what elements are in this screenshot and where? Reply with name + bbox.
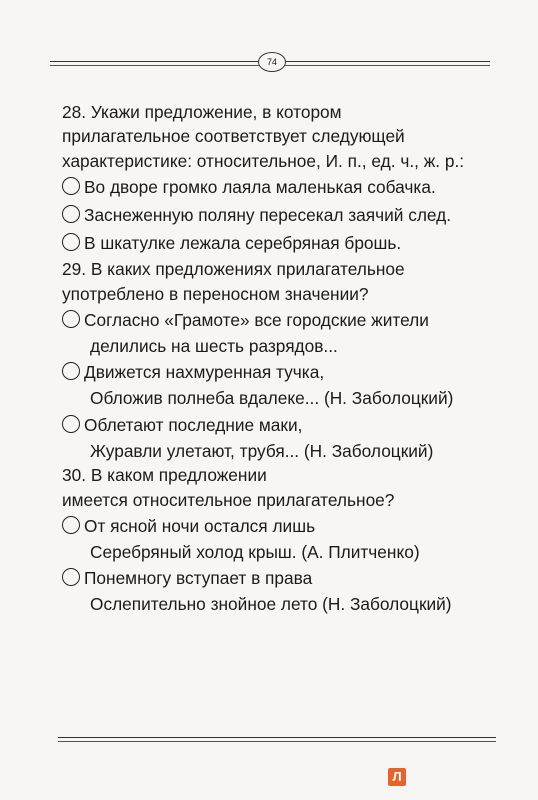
answer-option-text: Журавли улетают, трубя... (Н. Заболоцкий) xyxy=(90,440,434,461)
answer-option-text: Обложив полнеба вдалеке... (Н. Заболоцкий) xyxy=(90,388,454,409)
answer-option-text: Во дворе громко лаяла маленькая собачка. xyxy=(84,177,436,198)
question-text: 28. Укажи предложение, в котором xyxy=(62,102,342,122)
question-text: прилагательное соответствует следующей xyxy=(62,126,405,147)
publisher-logo: Л xyxy=(388,768,406,786)
answer-option[interactable] xyxy=(62,229,502,257)
answer-option-text: Понемногу вступает в права xyxy=(84,568,313,589)
answer-radio-circle[interactable] xyxy=(62,568,80,586)
answer-radio-circle[interactable] xyxy=(62,177,80,195)
page-number: 74 xyxy=(258,52,286,72)
question-block xyxy=(62,100,502,257)
question-text: характеристике: относительное, И. п., ед. ч., ж. р.: xyxy=(62,150,465,171)
footer-rule-line xyxy=(58,737,496,738)
answer-radio-circle[interactable] xyxy=(62,516,80,534)
answer-option-text: Заснеженную поляну пересекал заячий след. xyxy=(84,205,452,226)
question-text: имеется относительное прилагательное? xyxy=(62,489,395,510)
answer-option-text: Движется нахмуренная тучка, xyxy=(84,362,325,383)
question-block xyxy=(62,257,502,463)
answer-option-text: Согласно «Грамоте» все городские жители xyxy=(84,309,429,330)
answer-option-text: Облетают последние маки, xyxy=(84,414,303,435)
footer-rule-line xyxy=(58,741,496,742)
answer-option-text: В шкатулке лежала серебряная брошь. xyxy=(84,233,402,254)
answer-option[interactable] xyxy=(62,173,502,201)
answer-radio-circle[interactable] xyxy=(62,415,80,433)
answer-option-text: Серебряный холод крыш. (А. Плитченко) xyxy=(90,541,420,562)
question-text: употреблено в переносном значении? xyxy=(62,283,369,304)
question-text: 29. В каких предложениях прилагательное xyxy=(62,259,405,280)
answer-option-text: Ослепительно знойное лето (Н. Заболоцкий) xyxy=(90,594,452,615)
answer-option-text: От ясной ночи остался лишь xyxy=(84,515,316,536)
footer-rule xyxy=(58,735,496,745)
question-text: 30. В каком предложении xyxy=(62,465,267,486)
answer-radio-circle[interactable] xyxy=(62,310,80,328)
answer-radio-circle[interactable] xyxy=(62,233,80,251)
answer-option[interactable] xyxy=(62,306,502,358)
question-block xyxy=(62,463,502,617)
answer-option[interactable] xyxy=(62,201,502,229)
answer-option[interactable] xyxy=(62,358,502,410)
answer-option[interactable] xyxy=(62,411,502,463)
answer-radio-circle[interactable] xyxy=(62,205,80,223)
questions xyxy=(62,100,502,617)
answer-radio-circle[interactable] xyxy=(62,362,80,380)
answer-option[interactable] xyxy=(62,512,502,564)
answer-option-text: делились на шесть разрядов... xyxy=(90,335,338,356)
answer-option[interactable] xyxy=(62,564,502,616)
